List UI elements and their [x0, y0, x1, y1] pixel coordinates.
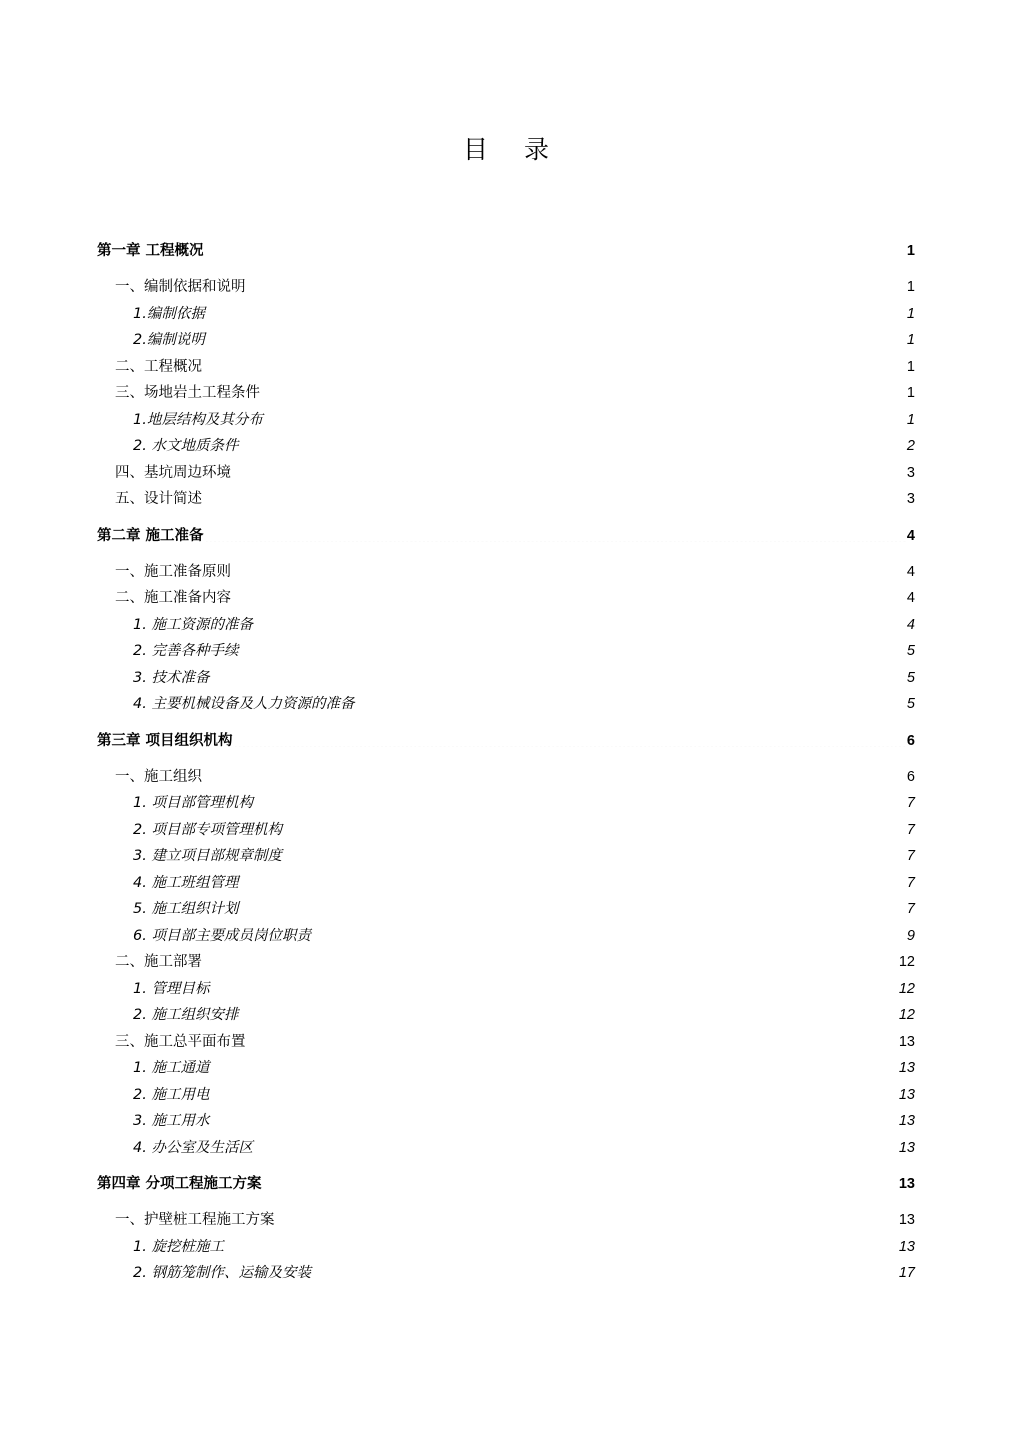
toc-page-number: 12 — [898, 980, 915, 997]
toc-page-number: 13 — [898, 1176, 915, 1192]
dot-leader — [205, 527, 906, 542]
toc-entry-subsection[interactable] — [97, 433, 915, 460]
toc-entry-subsection[interactable] — [97, 1082, 915, 1109]
toc-entry-title: 第二章 施工准备 — [97, 527, 204, 544]
toc-entry-section[interactable] — [97, 559, 915, 586]
toc-page-number: 13 — [898, 1139, 915, 1156]
toc-entry-section[interactable] — [97, 1029, 915, 1056]
toc-page-number: 5 — [906, 643, 915, 659]
toc-page-number: 1 — [906, 243, 915, 259]
toc-page-number: 4 — [906, 527, 915, 544]
toc-page-number: 6 — [906, 732, 915, 749]
toc-entry-title: 一、施工组织 — [115, 768, 202, 785]
dot-leader — [254, 1139, 898, 1154]
toc-entry-section[interactable] — [97, 486, 915, 513]
toc-entry-subsection[interactable] — [97, 1234, 915, 1261]
toc-page-number: 13 — [898, 1212, 915, 1228]
toc-entry-subsection[interactable] — [97, 691, 915, 718]
table-of-contents — [97, 238, 915, 1287]
toc-page-number: 6 — [906, 768, 915, 785]
toc-entry-subsection[interactable] — [97, 1108, 915, 1135]
toc-page-number: 7 — [906, 848, 915, 864]
dot-leader — [210, 980, 897, 995]
toc-page-number: 12 — [898, 954, 915, 970]
dot-leader — [239, 643, 905, 658]
toc-page-number: 1 — [906, 305, 915, 322]
dot-leader — [264, 411, 906, 426]
toc-entry-section[interactable] — [97, 1207, 915, 1234]
dot-leader — [283, 821, 906, 836]
toc-entry-title: 一、编制依据和说明 — [115, 279, 246, 295]
toc-entry-subsection[interactable] — [97, 976, 915, 1003]
toc-entry-subsection[interactable] — [97, 790, 915, 817]
dot-leader — [247, 279, 906, 294]
dot-leader — [206, 305, 906, 320]
toc-entry-title: 二、工程概况 — [115, 358, 202, 375]
toc-entry-title: 2. 项目部专项管理机构 — [133, 821, 282, 838]
dot-leader — [239, 901, 905, 916]
dot-leader — [210, 1060, 897, 1075]
toc-entry-subsection[interactable] — [97, 301, 915, 328]
dot-leader — [254, 616, 906, 631]
toc-entry-chapter[interactable] — [97, 1171, 915, 1207]
toc-entry-chapter[interactable] — [97, 523, 915, 559]
dot-leader — [232, 464, 906, 479]
toc-page-number: 1 — [906, 411, 915, 428]
toc-page-number: 13 — [898, 1060, 915, 1076]
toc-entry-title: 四、基坑周边环境 — [115, 464, 231, 481]
toc-page-number: 1 — [906, 279, 915, 295]
dot-leader — [203, 954, 898, 969]
dot-leader — [355, 696, 905, 711]
toc-entry-title: 2. 水文地质条件 — [133, 438, 239, 454]
toc-entry-title: 三、施工总平面布置 — [115, 1033, 246, 1050]
toc-page-number: 4 — [906, 563, 915, 580]
toc-entry-title: 第四章 分项工程施工方案 — [97, 1176, 262, 1192]
toc-entry-subsection[interactable] — [97, 327, 915, 354]
toc-entry-title: 1. 管理目标 — [133, 980, 210, 997]
toc-entry-section[interactable] — [97, 354, 915, 381]
toc-entry-title: 3. 技术准备 — [133, 669, 210, 686]
toc-entry-section[interactable] — [97, 380, 915, 407]
toc-entry-section[interactable] — [97, 949, 915, 976]
toc-entry-subsection[interactable] — [97, 923, 915, 950]
page-title: 目 录 — [463, 135, 563, 164]
toc-entry-subsection[interactable] — [97, 638, 915, 665]
dot-leader — [247, 1033, 898, 1048]
toc-entry-subsection[interactable] — [97, 665, 915, 692]
toc-page-number: 1 — [906, 358, 915, 375]
toc-entry-section[interactable] — [97, 274, 915, 301]
dot-leader — [239, 1007, 897, 1022]
toc-page-number: 5 — [906, 696, 915, 712]
dot-leader — [205, 243, 906, 258]
toc-entry-subsection[interactable] — [97, 896, 915, 923]
toc-entry-chapter[interactable] — [97, 238, 915, 274]
toc-page-number: 13 — [898, 1113, 915, 1129]
toc-page-number: 7 — [906, 901, 915, 917]
toc-page-number: 2 — [906, 438, 915, 454]
toc-entry-title: 1. 施工资源的准备 — [133, 616, 253, 633]
toc-page-number: 7 — [906, 795, 915, 811]
toc-entry-title: 一、施工准备原则 — [115, 563, 231, 580]
toc-entry-title: 五、设计简述 — [115, 491, 202, 507]
toc-entry-section[interactable] — [97, 764, 915, 791]
toc-page-number: 4 — [906, 616, 915, 633]
toc-entry-subsection[interactable] — [97, 843, 915, 870]
toc-entry-subsection[interactable] — [97, 1135, 915, 1162]
toc-page-number: 7 — [906, 874, 915, 891]
toc-page-number: 4 — [906, 590, 915, 606]
dot-leader — [261, 385, 906, 400]
dot-leader — [239, 438, 905, 453]
toc-entry-subsection[interactable] — [97, 612, 915, 639]
toc-page-number: 9 — [906, 927, 915, 944]
toc-page-number: 1 — [906, 385, 915, 401]
toc-entry-title: 2. 完善各种手续 — [133, 643, 239, 659]
dot-leader — [254, 795, 906, 810]
toc-entry-title: 1.编制依据 — [133, 305, 205, 322]
dot-leader — [225, 1238, 898, 1253]
toc-page-number: 12 — [898, 1007, 915, 1023]
dot-leader — [234, 732, 906, 747]
toc-entry-subsection[interactable] — [97, 1002, 915, 1029]
toc-entry-subsection[interactable] — [97, 1260, 915, 1287]
toc-entry-title: 第一章 工程概况 — [97, 243, 204, 259]
toc-entry-title: 一、护壁桩工程施工方案 — [115, 1212, 275, 1228]
dot-leader — [203, 491, 906, 506]
toc-page-number: 3 — [906, 464, 915, 481]
toc-page-number: 5 — [906, 669, 915, 686]
toc-entry-subsection[interactable] — [97, 407, 915, 434]
toc-entry-title: 4. 办公室及生活区 — [133, 1139, 253, 1156]
toc-page-number: 13 — [898, 1238, 915, 1255]
toc-entry-title: 三、场地岩土工程条件 — [115, 385, 260, 401]
toc-entry-title: 2.编制说明 — [133, 332, 205, 348]
toc-entry-subsection[interactable] — [97, 817, 915, 844]
dot-leader — [312, 927, 906, 942]
dot-leader — [210, 1113, 897, 1128]
toc-page-number: 17 — [898, 1265, 915, 1281]
toc-page-number: 3 — [906, 491, 915, 507]
toc-entry-section[interactable] — [97, 460, 915, 487]
dot-leader — [263, 1176, 898, 1191]
dot-leader — [210, 1086, 897, 1101]
toc-entry-title: 5. 施工组织计划 — [133, 901, 239, 917]
toc-entry-title: 1.地层结构及其分布 — [133, 411, 263, 428]
toc-entry-subsection[interactable] — [97, 870, 915, 897]
dot-leader — [276, 1212, 898, 1227]
dot-leader — [210, 669, 905, 684]
toc-entry-title: 2. 施工用电 — [133, 1086, 210, 1103]
toc-page-number: 13 — [898, 1086, 915, 1103]
toc-page-number: 1 — [906, 332, 915, 348]
toc-entry-title: 4. 主要机械设备及人力资源的准备 — [133, 696, 355, 712]
dot-leader — [232, 590, 906, 605]
toc-entry-title: 4. 施工班组管理 — [133, 874, 239, 891]
dot-leader — [206, 332, 906, 347]
toc-entry-title: 1. 施工通道 — [133, 1060, 210, 1076]
dot-leader — [203, 358, 906, 373]
dot-leader — [283, 848, 906, 863]
toc-entry-title: 1. 项目部管理机构 — [133, 795, 253, 811]
dot-leader — [312, 1265, 898, 1280]
toc-entry-chapter[interactable] — [97, 728, 915, 764]
toc-entry-title: 二、施工部署 — [115, 954, 202, 970]
toc-entry-title: 3. 施工用水 — [133, 1113, 210, 1129]
toc-entry-title: 3. 建立项目部规章制度 — [133, 848, 282, 864]
toc-entry-title: 6. 项目部主要成员岗位职责 — [133, 927, 311, 944]
toc-entry-title: 1. 旋挖桩施工 — [133, 1238, 224, 1255]
toc-entry-subsection[interactable] — [97, 1055, 915, 1082]
toc-entry-title: 2. 钢筋笼制作、运输及安装 — [133, 1265, 311, 1281]
toc-page-number: 7 — [906, 821, 915, 838]
toc-entry-title: 2. 施工组织安排 — [133, 1007, 239, 1023]
dot-leader — [203, 768, 906, 783]
toc-entry-title: 二、施工准备内容 — [115, 590, 231, 606]
dot-leader — [239, 874, 905, 889]
dot-leader — [232, 563, 906, 578]
toc-entry-title: 第三章 项目组织机构 — [97, 732, 233, 749]
toc-entry-section[interactable] — [97, 585, 915, 612]
toc-page-number: 13 — [898, 1033, 915, 1050]
